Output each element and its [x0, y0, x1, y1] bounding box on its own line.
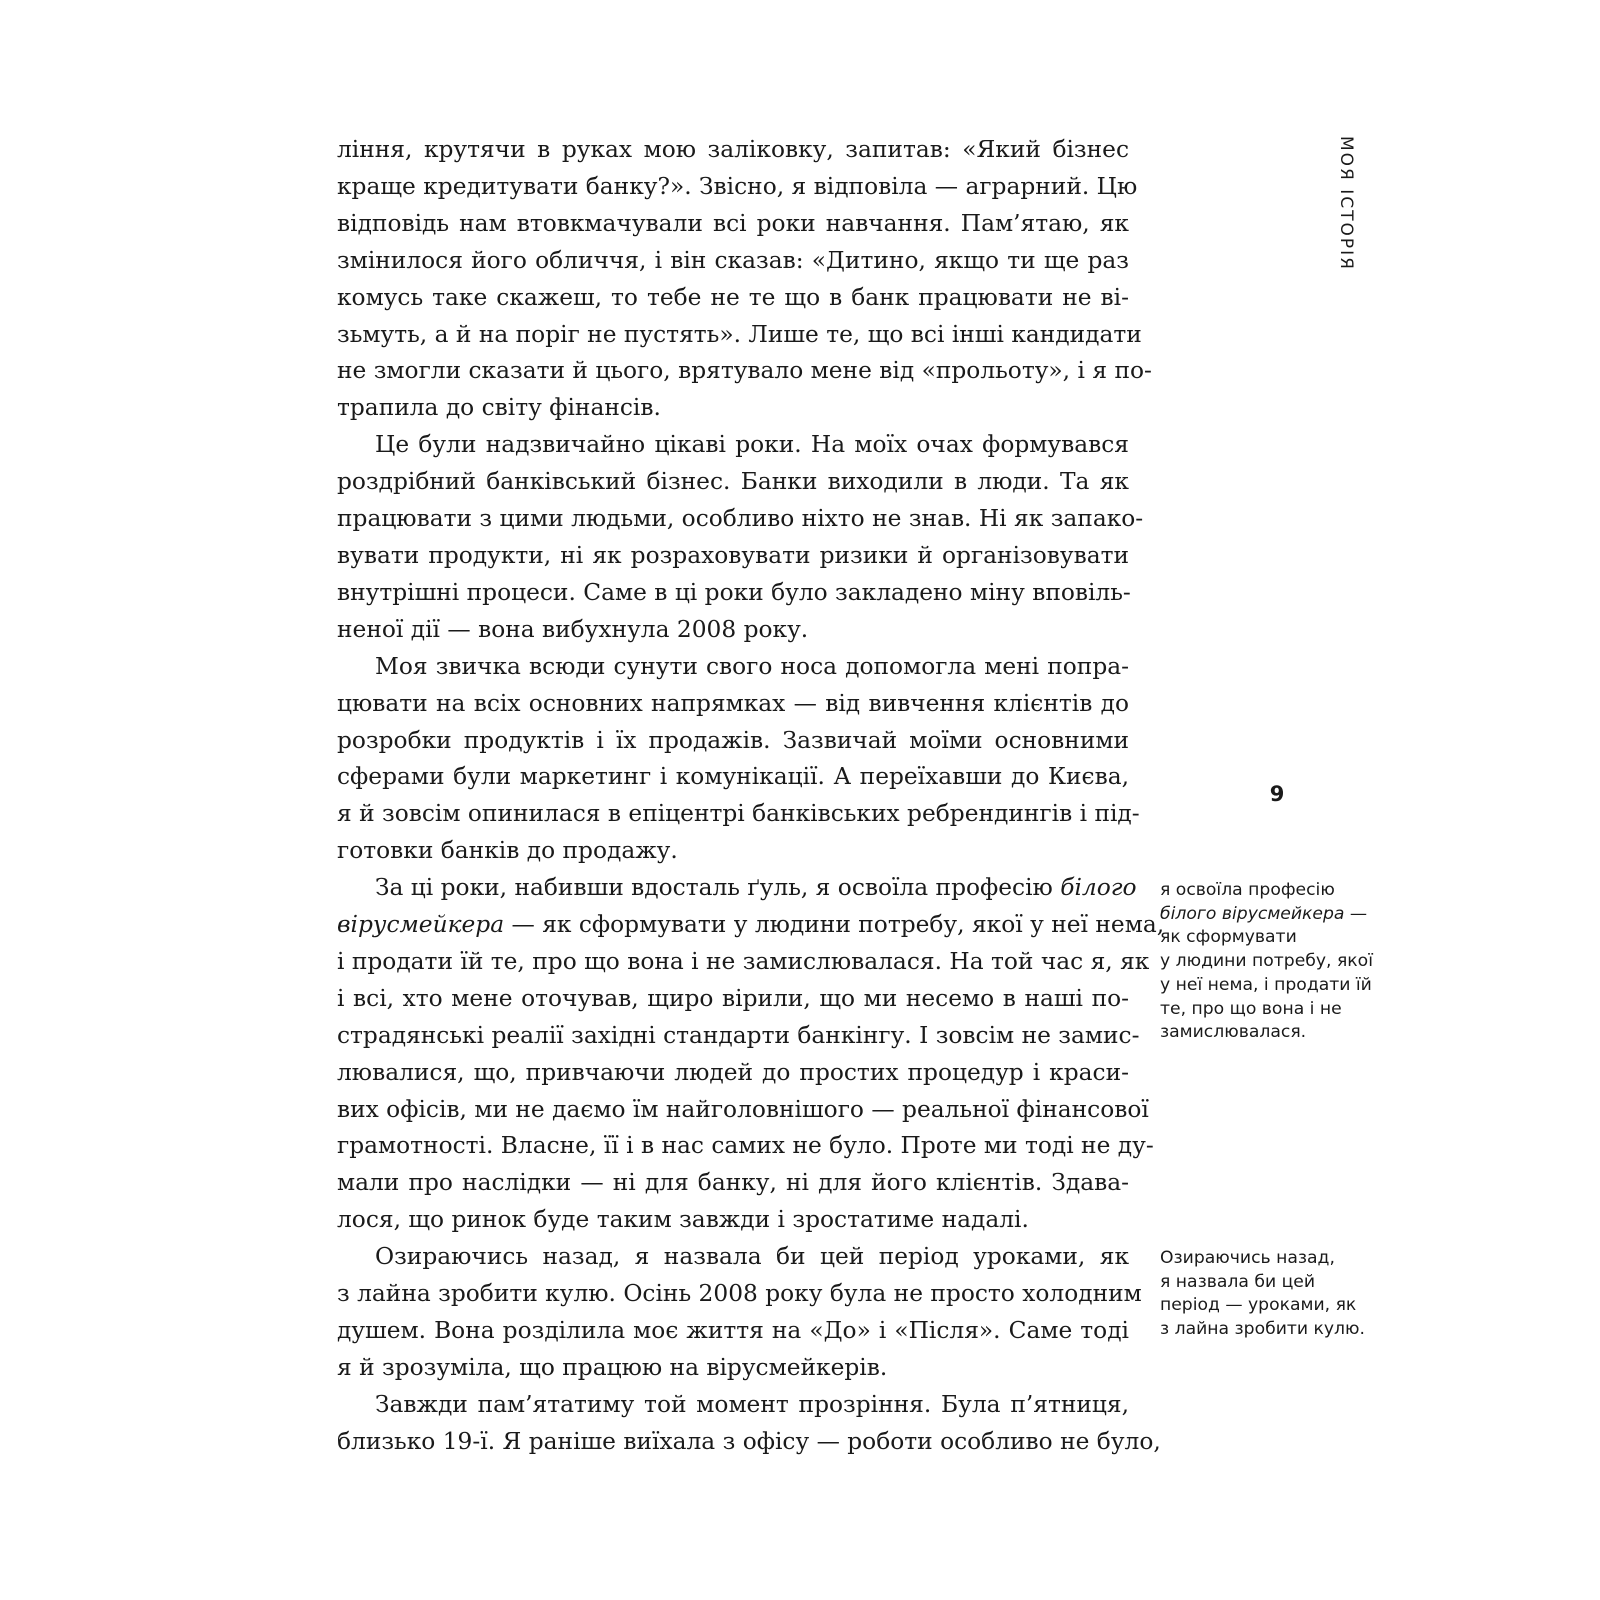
paragraph-6 — [337, 1387, 1161, 1461]
text-line: близько 19-ї. Я раніше виїхала з офісу — роботи особливо не було, — [337, 1427, 1161, 1455]
text-line: грамотності. Власне, її і в нас самих не було. Проте ми тоді не ду- — [337, 1132, 1154, 1160]
text-line: лося, що ринок буде таким завжди і зростатиме надалі. — [337, 1206, 1029, 1234]
text-line: працювати з цими людьми, особливо ніхто не знав. Ні як запако- — [337, 505, 1144, 533]
note-line: Озираючись назад, — [1160, 1248, 1335, 1268]
page-number: 9 — [1269, 782, 1285, 806]
text-line: страдянські реалії західні стандарти банкінгу. І зовсім не замис- — [337, 1021, 1140, 1049]
note-line: у неї нема, і продати їй — [1160, 974, 1372, 995]
text-line: внутрішні процеси. Саме в ці роки було закладено міну вповіль- — [337, 578, 1131, 606]
note-line: у людини потребу, якої — [1160, 951, 1373, 972]
text-line — [337, 870, 1137, 907]
text-line: ління, крутячи в руках мою заліковку, запитав: «Який бізнес — [337, 136, 1129, 163]
paragraph-4 — [337, 870, 1165, 1239]
text-line: зьмуть, а й на поріг не пустять». Лише те, що всі інші кандидати — [337, 320, 1142, 348]
text-line: і всі, хто мене оточував, щиро вірили, що ми несемо в наші по- — [337, 984, 1129, 1012]
running-head: МОЯ ІСТОРІЯ — [1336, 136, 1356, 271]
text-line: розробки продуктів і їх продажів. Зазвичай моїми основними — [337, 726, 1129, 754]
text-line: не змогли сказати й цього, врятувало мене від «прольоту», і я по- — [337, 357, 1152, 385]
text-run: — як сформувати у людини потребу, якої у неї нема, — [504, 911, 1165, 939]
text-line: Завжди пам’ятатиму той момент прозріння. Була п’ятниця, — [375, 1390, 1129, 1418]
text-line: готовки банків до продажу. — [337, 837, 678, 865]
paragraph-5 — [337, 1239, 1142, 1387]
text-line: і продати їй те, про що вона і не замислювалася. На той час я, як — [337, 947, 1150, 975]
text-line: лювалися, що, привчаючи людей до простих процедур і краси- — [337, 1058, 1129, 1086]
text-line: Озираючись назад, я назвала би цей період уроками, як — [375, 1243, 1129, 1271]
note-line: замислювалася. — [1160, 1022, 1307, 1043]
note-line: період — уроками, як — [1160, 1295, 1357, 1316]
sidenote-2 — [1160, 1247, 1400, 1342]
text-line: вих офісів, ми не даємо їм найголовнішого — реальної фінансової — [337, 1095, 1149, 1123]
note-line: з лайна зробити кулю. — [1160, 1319, 1365, 1340]
text-line: вувати продукти, ні як розраховувати ризики й організовувати — [337, 541, 1129, 569]
text-line: неної дії — вона вибухнула 2008 року. — [337, 615, 809, 643]
text-line: краще кредитувати банку?». Звісно, я відповіла — аграрний. Цю — [337, 172, 1138, 200]
paragraph-3 — [337, 649, 1140, 870]
text-line: я й зовсім опинилася в епіцентрі банківських ребрендингів і під- — [337, 800, 1140, 828]
text-run: За ці роки, набивши вдосталь ґуль, я освоїла професію — [375, 874, 1061, 902]
text-line: душем. Вона розділила моє життя на «До» і «Після». Саме тоді — [337, 1317, 1129, 1344]
note-line: я освоїла професію — [1160, 880, 1335, 900]
text-line: з лайна зробити кулю. Осінь 2008 року була не просто холодним — [337, 1280, 1142, 1308]
paragraph-2 — [337, 427, 1144, 648]
sidenote-1 — [1160, 879, 1400, 1045]
paragraph-1 — [337, 132, 1152, 427]
text-line: я й зрозуміла, що працюю на вірусмейкерів. — [337, 1353, 888, 1381]
note-line: я назвала би цей — [1160, 1271, 1316, 1292]
text-line: цювати на всіх основних напрямках — від вивчення клієнтів до — [337, 689, 1129, 717]
note-line — [1160, 903, 1400, 927]
text-line: змінилося його обличчя, і він сказав: «Дитино, якщо ти ще раз — [337, 246, 1129, 274]
text-line: сферами були маркетинг і комунікації. А переїхавши до Києва, — [337, 763, 1129, 791]
text-line: мали про наслідки — ні для банку, ні для його клієнтів. Здава- — [337, 1169, 1129, 1197]
note-line: те, про що вона і не — [1160, 998, 1342, 1019]
text-line: відповідь нам втовкмачували всі роки навчання. Пам’ятаю, як — [337, 209, 1129, 237]
text-line: комусь таке скажеш, то тебе не те що в банк працювати не ві- — [337, 283, 1129, 311]
text-line: роздрібний банківський бізнес. Банки виходили в люди. Та як — [337, 468, 1129, 496]
text-line: Моя звичка всюди сунути свого носа допомогла мені попра- — [375, 652, 1129, 680]
italic-term: вірусмейкера — [337, 911, 505, 939]
note-line: як сформувати — [1160, 927, 1297, 948]
text-line: Це були надзвичайно цікаві роки. На моїх очах формувався — [375, 431, 1129, 459]
text-line — [337, 907, 1165, 944]
italic-term: білого — [1060, 874, 1137, 902]
text-run: — — [1344, 903, 1368, 924]
text-line: трапила до світу фінансів. — [337, 394, 661, 422]
italic-term: білого вірусмейкера — [1160, 903, 1345, 924]
body-text — [337, 132, 1165, 1461]
